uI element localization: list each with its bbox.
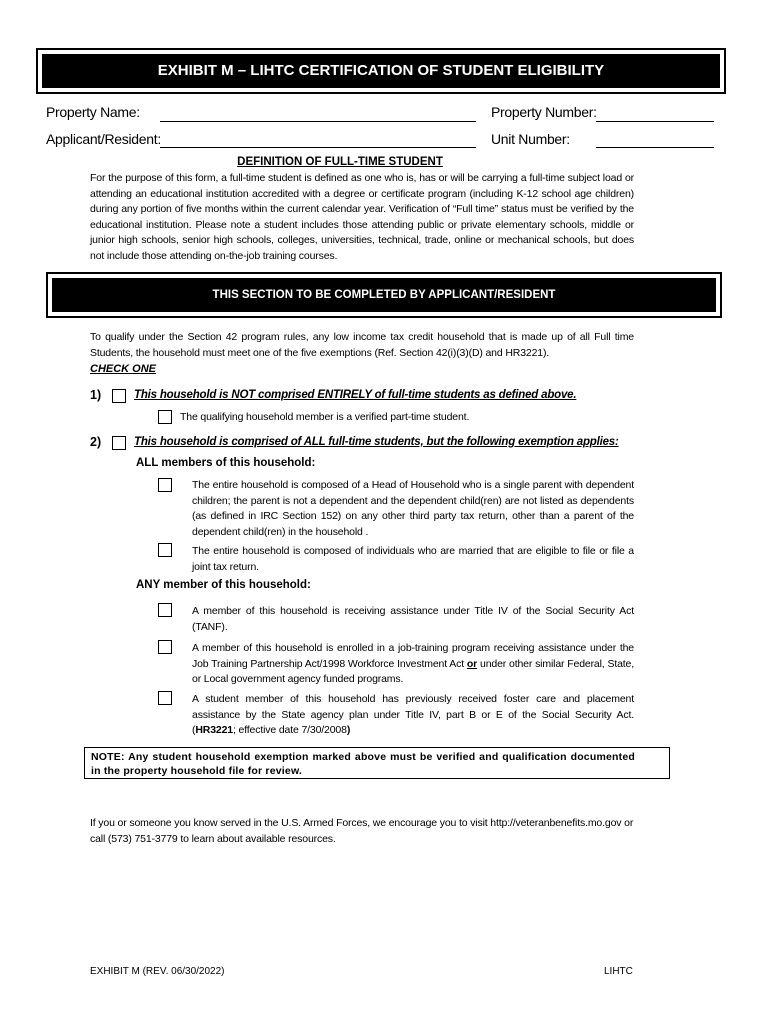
single-parent-text: The entire household is composed of a Head of Household who is a single parent with dependent children; the parent is not a dependent and the dependent child(ren) are not listed as dependents (as defined in IRC Section 152) on any other third party tax return, other than a parent of the dependent child(ren) in the household . — [192, 479, 634, 538]
foster-care-text-c: ) — [346, 724, 351, 736]
single-parent-checkbox[interactable] — [158, 478, 172, 492]
job-training-text — [192, 641, 634, 688]
tanf-checkbox[interactable] — [158, 603, 172, 617]
option1-part-time-label: The qualifying household member is a verified part-time student. — [180, 411, 470, 423]
section-banner-text: THIS SECTION TO BE COMPLETED BY APPLICANT/RESIDENT — [52, 278, 716, 312]
married-text: The entire household is composed of individuals who are married that are eligible to file or file a joint tax return. — [192, 545, 634, 573]
any-member-heading — [136, 579, 311, 591]
foster-care-text-a: A student member of this household has previously received foster care and placement assistance by the State agency plan under Title IV, part B or E of the Social Security Act. ( — [192, 693, 634, 736]
option1-label: This household is NOT comprised ENTIRELY of full-time students as defined above. — [134, 389, 577, 401]
option2-checkbox[interactable] — [112, 436, 126, 450]
all-members-heading — [136, 457, 315, 469]
foster-care-text — [192, 692, 634, 739]
check-one-label: CHECK ONE — [90, 363, 157, 375]
option1-number: 1) — [90, 388, 102, 402]
married-checkbox[interactable] — [158, 543, 172, 557]
page-title: EXHIBIT M – LIHTC CERTIFICATION OF STUDENT ELIGIBILITY — [42, 54, 720, 88]
option1-part-time-checkbox[interactable] — [158, 410, 172, 424]
note-box — [84, 747, 670, 779]
unit-number-label: Unit Number: — [491, 131, 570, 147]
property-number-field[interactable] — [596, 121, 714, 122]
all-members-label: ALL members of this household: — [136, 457, 316, 469]
job-training-text-a: A member of this household is enrolled in a job-training program receiving assistance under the Job Training Partnership Act/1998 Workforce Investment Act — [192, 642, 634, 670]
intro-text: To qualify under the Section 42 program rules, any low income tax credit household that is made up of all Full time Students, the household must meet one of the five exemptions (Ref. Section 42(i)(3)(D) and HR3221). — [90, 331, 634, 359]
footer-left: EXHIBIT M (REV. 06/30/2022) — [90, 966, 225, 977]
option2-label: This household is comprised of ALL full-time students, but the following exemption applies: — [134, 436, 619, 448]
job-training-or: or — [466, 657, 478, 670]
tanf-text: A member of this household is receiving assistance under Title IV of the Social Security Act (TANF). — [192, 605, 634, 633]
option2-number: 2) — [90, 435, 102, 449]
applicant-resident-label: Applicant/Resident: — [46, 131, 161, 147]
title-banner — [36, 48, 726, 94]
job-training-text-b: under other similar Federal, State, or Local government agency funded programs. — [192, 657, 634, 685]
foster-care-hr: HR3221 — [195, 724, 233, 736]
unit-number-field[interactable] — [596, 147, 714, 148]
definition-text: For the purpose of this form, a full-time student is defined as one who is, has or will be carrying a full-time subject load or attending an educational institution accredited with a degree or certificate program (including K-12 school age children) during any portion of five months within the current calendar year. Verification of “Full time” status must be verified by the educational institution. Please note a student includes those attending public or private elementary schools, middle or junior high schools, senior high schools, colleges, universities, technical, trade, online or mechanical schools, but does not include those attending on-the-job training courses. — [90, 172, 634, 262]
foster-care-checkbox[interactable] — [158, 691, 172, 705]
foster-care-text-b: ; effective date 7/30/2008 — [232, 724, 347, 736]
veterans-text: If you or someone you know served in the U.S. Armed Forces, we encourage you to visit http://veteranbenefits.mo.gov or call (573) 751-3779 to learn about available resources. — [90, 817, 634, 845]
option1-checkbox[interactable] — [112, 389, 126, 403]
note-text: NOTE: Any student household exemption marked above must be verified and qualification documented in the property household file for review. — [91, 751, 635, 777]
property-name-field[interactable] — [160, 121, 476, 122]
job-training-checkbox[interactable] — [158, 640, 172, 654]
property-name-label: Property Name: — [46, 104, 140, 120]
property-number-label: Property Number: — [491, 104, 597, 120]
definition-heading: DEFINITION OF FULL-TIME STUDENT — [237, 156, 443, 168]
any-member-label: ANY member of this household: — [136, 579, 311, 591]
footer-right: LIHTC — [604, 966, 633, 977]
section-banner — [46, 272, 722, 318]
applicant-resident-field[interactable] — [160, 147, 476, 148]
